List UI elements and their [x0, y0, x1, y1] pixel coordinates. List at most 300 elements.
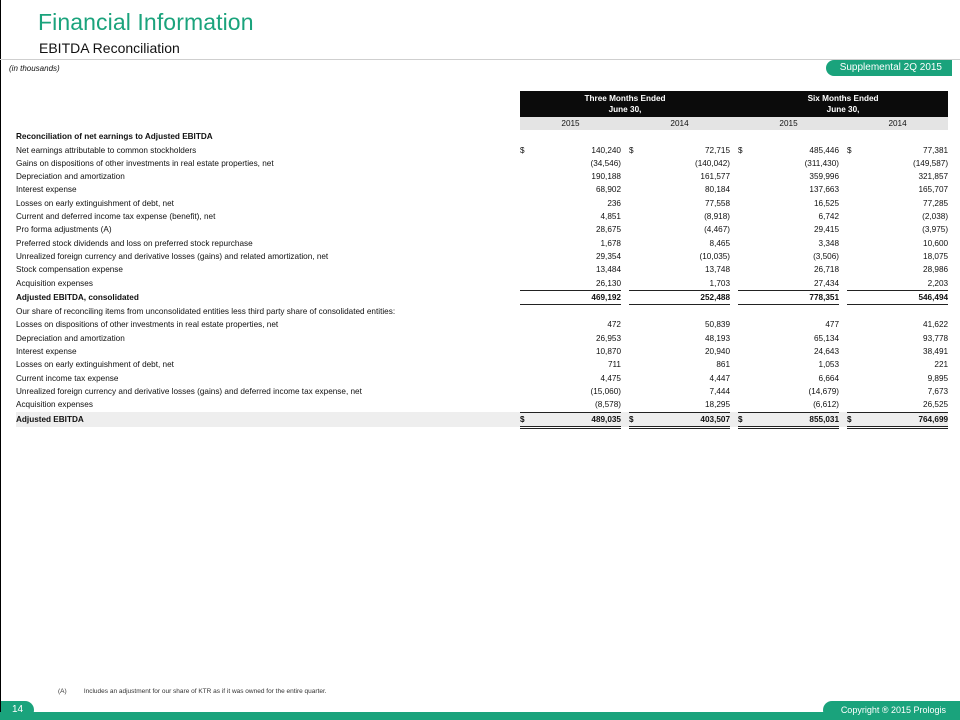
- row-label: Adjusted EBITDA, consolidated: [16, 292, 139, 302]
- row-label: Current income tax expense: [16, 373, 119, 383]
- spacer-cell: [621, 398, 629, 412]
- value-cell: (8,578): [530, 398, 621, 412]
- page-number: 14: [1, 701, 34, 719]
- value-cell: 77,285: [923, 198, 949, 208]
- dollar-sign: [738, 157, 748, 170]
- table-row: [16, 144, 948, 157]
- spacer-cell: [512, 223, 520, 236]
- spacer-cell: [621, 263, 629, 276]
- dollar-sign: [629, 263, 639, 276]
- value-cell: 321,857: [918, 172, 949, 182]
- spacer-cell: [730, 250, 738, 263]
- spacer-cell: [512, 290, 520, 304]
- row-label: Unrealized foreign currency and derivative losses (gains) and deferred income tax expense, net: [16, 386, 362, 396]
- value-cell: (311,430): [804, 158, 840, 168]
- dollar-sign: [738, 197, 748, 210]
- spacer-cell: [512, 277, 520, 291]
- spacer-cell: [839, 237, 847, 250]
- spacer-cell: [839, 263, 847, 276]
- dollar-sign: [738, 385, 748, 398]
- dollar-sign: [847, 223, 857, 236]
- dollar-sign: [738, 332, 748, 345]
- dollar-sign: [738, 223, 748, 236]
- value-cell: 10,870: [595, 347, 621, 357]
- spacer-cell: [730, 183, 738, 196]
- value-cell: 28,675: [595, 225, 621, 235]
- dollar-sign: [520, 398, 530, 412]
- value-cell: 72,715: [704, 145, 731, 155]
- row-label: Losses on early extinguishment of debt, net: [16, 198, 174, 208]
- dollar-sign: [520, 372, 530, 385]
- value-cell: 4,475: [600, 373, 621, 383]
- dollar-sign: [847, 290, 857, 304]
- spacer-cell: [839, 398, 847, 412]
- table-row: [16, 183, 948, 196]
- dollar-sign: [629, 157, 639, 170]
- value-cell: (3,975): [922, 225, 949, 235]
- dollar-sign: [738, 277, 748, 291]
- spacer-cell: [839, 197, 847, 210]
- value-cell: 29,415: [813, 225, 840, 235]
- value-cell: 489,035: [530, 412, 621, 427]
- dollar-sign: [847, 358, 857, 371]
- spacer-cell: [839, 170, 847, 183]
- spacer-cell: [512, 358, 520, 371]
- value-cell: 359,996: [809, 172, 840, 182]
- three-months-header-line2: June 30,: [608, 105, 642, 114]
- value-cell: 24,643: [813, 347, 840, 357]
- dollar-sign: [847, 345, 857, 358]
- value-cell: 28,986: [923, 265, 949, 275]
- spacer-cell: [730, 398, 738, 412]
- dollar-sign: [629, 332, 639, 345]
- dollar-sign: [847, 183, 857, 196]
- value-cell: (10,035): [699, 251, 731, 261]
- value-cell: 137,663: [809, 185, 840, 195]
- value-cell: 4,851: [600, 212, 621, 222]
- dollar-sign: [847, 250, 857, 263]
- dollar-sign: $: [738, 412, 748, 427]
- row-label: Losses on early extinguishment of debt, net: [16, 360, 174, 370]
- spacer-cell: [839, 372, 847, 385]
- value-cell: 4,447: [709, 373, 731, 383]
- dollar-sign: [629, 277, 639, 291]
- footer-bar: [0, 712, 960, 720]
- value-cell: 50,839: [704, 320, 731, 330]
- dollar-sign: [738, 345, 748, 358]
- dollar-sign: [520, 183, 530, 196]
- value-cell: 546,494: [857, 290, 948, 304]
- value-cell: 855,031: [748, 412, 839, 427]
- spacer-cell: [621, 157, 629, 170]
- table-row: [16, 332, 948, 345]
- spacer-cell: [730, 170, 738, 183]
- spacer-cell: [839, 277, 847, 291]
- final-total-row: [16, 412, 948, 427]
- dollar-sign: $: [520, 145, 525, 155]
- spacer-cell: [730, 318, 738, 331]
- value-cell: 77,381: [923, 145, 949, 155]
- dollar-sign: [629, 210, 639, 223]
- year-header: 2015: [738, 117, 839, 130]
- dollar-sign: [520, 263, 530, 276]
- table-row: [16, 358, 948, 371]
- row-label: Our share of reconciling items from unconsolidated entities less third party share of consolidated entities:: [16, 307, 396, 317]
- spacer-cell: [730, 345, 738, 358]
- value-cell: 27,434: [748, 277, 839, 291]
- dollar-sign: [847, 372, 857, 385]
- six-months-header-line1: Six Months Ended: [807, 94, 879, 103]
- dollar-sign: [847, 210, 857, 223]
- spacer-cell: [730, 332, 738, 345]
- row-label: Depreciation and amortization: [16, 333, 125, 343]
- value-cell: 68,902: [595, 185, 621, 195]
- spacer-cell: [839, 157, 847, 170]
- value-cell: 16,525: [813, 198, 840, 208]
- dollar-sign: $: [629, 145, 634, 155]
- value-cell: 1,678: [600, 238, 621, 248]
- spacer-cell: [730, 412, 738, 427]
- dollar-sign: [847, 157, 857, 170]
- dollar-sign: $: [847, 412, 857, 427]
- spacer-cell: [621, 412, 629, 427]
- spacer-cell: [512, 144, 520, 157]
- dollar-sign: [629, 250, 639, 263]
- value-cell: (140,042): [694, 158, 731, 168]
- spacer-cell: [512, 372, 520, 385]
- value-cell: 1,703: [639, 277, 730, 291]
- row-label: Preferred stock dividends and loss on preferred stock repurchase: [16, 238, 253, 248]
- value-cell: 48,193: [704, 333, 731, 343]
- dollar-sign: [629, 290, 639, 304]
- value-cell: 20,940: [704, 347, 731, 357]
- value-cell: 29,354: [595, 251, 621, 261]
- value-cell: 10,600: [923, 238, 949, 248]
- spacer-cell: [621, 372, 629, 385]
- spacer-cell: [621, 223, 629, 236]
- dollar-sign: [738, 358, 748, 371]
- row-label: Interest expense: [16, 347, 77, 357]
- spacer-cell: [839, 183, 847, 196]
- footnote: [58, 688, 327, 695]
- dollar-sign: $: [847, 145, 852, 155]
- dollar-sign: [847, 197, 857, 210]
- value-cell: 236: [607, 198, 621, 208]
- footnote-tag: (A): [58, 688, 67, 695]
- spacer-cell: [512, 332, 520, 345]
- spacer-cell: [512, 170, 520, 183]
- spacer-cell: [621, 144, 629, 157]
- three-months-header-line1: Three Months Ended: [584, 94, 666, 103]
- value-cell: (4,467): [704, 225, 731, 235]
- six-months-header-line2: June 30,: [826, 105, 860, 114]
- year-header-row: [16, 117, 948, 130]
- value-cell: 65,134: [813, 333, 840, 343]
- header-divider: [0, 59, 960, 60]
- value-cell: 1,053: [818, 360, 840, 370]
- dollar-sign: [738, 250, 748, 263]
- spacer-cell: [512, 398, 520, 412]
- dollar-sign: [520, 277, 530, 291]
- dollar-sign: [520, 157, 530, 170]
- value-cell: 2,203: [857, 277, 948, 291]
- spacer-cell: [839, 144, 847, 157]
- spacer-cell: [621, 183, 629, 196]
- spacer-cell: [730, 223, 738, 236]
- table-row: [16, 385, 948, 398]
- table-row: [16, 318, 948, 331]
- dollar-sign: [629, 223, 639, 236]
- dollar-sign: [847, 385, 857, 398]
- dollar-sign: [738, 318, 748, 331]
- value-cell: 77,558: [704, 198, 731, 208]
- dollar-sign: [520, 332, 530, 345]
- value-cell: 764,699: [857, 412, 948, 427]
- spacer-cell: [839, 332, 847, 345]
- value-cell: 80,184: [704, 185, 731, 195]
- value-cell: 6,742: [818, 212, 840, 222]
- dollar-sign: [629, 318, 639, 331]
- row-label: Current and deferred income tax expense (benefit), net: [16, 212, 216, 222]
- spacer-cell: [512, 237, 520, 250]
- row-label: Acquisition expenses: [16, 400, 93, 410]
- row-label: Depreciation and amortization: [16, 172, 125, 182]
- dollar-sign: [847, 332, 857, 345]
- row-label: Losses on dispositions of other investments in real estate properties, net: [16, 320, 279, 330]
- dollar-sign: [629, 237, 639, 250]
- year-header: 2015: [520, 117, 621, 130]
- dollar-sign: [738, 170, 748, 183]
- value-cell: 403,507: [639, 412, 730, 427]
- period-header-row: [16, 91, 948, 117]
- dollar-sign: [520, 250, 530, 263]
- value-cell: 13,748: [704, 265, 731, 275]
- dollar-sign: [520, 237, 530, 250]
- spacer-cell: [730, 210, 738, 223]
- dollar-sign: [629, 372, 639, 385]
- copyright-notice: Copyright ® 2015 Prologis: [823, 701, 960, 719]
- value-cell: (149,587): [913, 158, 949, 168]
- row-label: Acquisition expenses: [16, 278, 93, 288]
- row-label: Interest expense: [16, 185, 77, 195]
- footnote-text: Includes an adjustment for our share of KTR as if it was owned for the entire quarter.: [83, 688, 327, 695]
- left-border: [0, 0, 1, 720]
- value-cell: (14,679): [808, 386, 840, 396]
- value-cell: 778,351: [748, 290, 839, 304]
- dollar-sign: [629, 398, 639, 412]
- spacer-cell: [730, 197, 738, 210]
- value-cell: 485,446: [809, 145, 840, 155]
- value-cell: 221: [934, 360, 949, 370]
- value-cell: 41,622: [923, 320, 949, 330]
- value-cell: 18,075: [923, 251, 949, 261]
- table-row: [16, 398, 948, 412]
- value-cell: 165,707: [918, 185, 949, 195]
- six-months-header: [738, 91, 948, 117]
- dollar-sign: $: [520, 412, 530, 427]
- spacer-cell: [730, 157, 738, 170]
- value-cell: 6,664: [818, 373, 840, 383]
- value-cell: 38,491: [923, 347, 949, 357]
- spacer-cell: [730, 237, 738, 250]
- spacer-cell: [621, 345, 629, 358]
- dollar-sign: [847, 398, 857, 412]
- value-cell: 711: [607, 360, 621, 370]
- ebitda-reconciliation-table: [16, 91, 948, 429]
- dollar-sign: [847, 237, 857, 250]
- table-row: [16, 250, 948, 263]
- spacer-cell: [621, 318, 629, 331]
- dollar-sign: [847, 263, 857, 276]
- dollar-sign: [629, 345, 639, 358]
- year-header: 2014: [629, 117, 730, 130]
- spacer-cell: [839, 318, 847, 331]
- dollar-sign: [738, 372, 748, 385]
- dollar-sign: $: [629, 412, 639, 427]
- table-row: [16, 237, 948, 250]
- row-label: Stock compensation expense: [16, 265, 123, 275]
- table-row: [16, 223, 948, 236]
- table-row: [16, 305, 948, 319]
- value-cell: 190,188: [591, 172, 621, 182]
- spacer-cell: [621, 210, 629, 223]
- spacer-cell: [730, 144, 738, 157]
- spacer-cell: [839, 385, 847, 398]
- value-cell: 477: [825, 320, 840, 330]
- spacer-cell: [512, 250, 520, 263]
- table-body: [16, 91, 948, 427]
- subtotal-row: [16, 290, 948, 304]
- dollar-sign: [520, 290, 530, 304]
- dollar-sign: [520, 318, 530, 331]
- page-subtitle: EBITDA Reconciliation: [39, 40, 180, 56]
- value-cell: 252,488: [639, 290, 730, 304]
- spacer-cell: [621, 277, 629, 291]
- value-cell: (15,060): [590, 386, 621, 396]
- spacer-cell: [839, 210, 847, 223]
- table-row: [16, 197, 948, 210]
- dollar-sign: [738, 263, 748, 276]
- value-cell: (8,918): [704, 212, 731, 222]
- dollar-sign: [629, 385, 639, 398]
- spacer-cell: [730, 385, 738, 398]
- dollar-sign: [520, 345, 530, 358]
- spacer-cell: [839, 358, 847, 371]
- table-row: [16, 277, 948, 291]
- spacer-cell: [730, 277, 738, 291]
- spacer-cell: [512, 385, 520, 398]
- value-cell: (34,546): [590, 158, 621, 168]
- dollar-sign: [520, 210, 530, 223]
- value-cell: 18,295: [639, 398, 730, 412]
- dollar-sign: $: [738, 145, 743, 155]
- spacer-cell: [512, 183, 520, 196]
- dollar-sign: [847, 277, 857, 291]
- table-row: [16, 170, 948, 183]
- table-row: [16, 210, 948, 223]
- spacer-cell: [621, 237, 629, 250]
- section-label: Reconciliation of net earnings to Adjusted EBITDA: [16, 132, 213, 142]
- spacer-cell: [512, 412, 520, 427]
- year-header: 2014: [847, 117, 948, 130]
- row-label: Pro forma adjustments (A): [16, 225, 112, 235]
- spacer-cell: [621, 385, 629, 398]
- spacer-cell: [730, 290, 738, 304]
- dollar-sign: [629, 197, 639, 210]
- value-cell: 861: [716, 360, 731, 370]
- value-cell: 8,465: [709, 238, 731, 248]
- table-row: [16, 157, 948, 170]
- row-label: Gains on dispositions of other investments in real estate properties, net: [16, 158, 274, 168]
- row-label: Adjusted EBITDA: [16, 412, 512, 427]
- table-row: [16, 372, 948, 385]
- value-cell: 7,444: [709, 386, 731, 396]
- value-cell: 7,673: [927, 386, 949, 396]
- dollar-sign: [629, 183, 639, 196]
- spacer-cell: [621, 250, 629, 263]
- spacer-cell: [839, 412, 847, 427]
- spacer-cell: [621, 170, 629, 183]
- spacer-cell: [730, 372, 738, 385]
- spacer-cell: [839, 290, 847, 304]
- spacer-cell: [839, 223, 847, 236]
- table-row: [16, 345, 948, 358]
- value-cell: (3,506): [813, 251, 840, 261]
- spacer-cell: [512, 345, 520, 358]
- spacer-cell: [839, 250, 847, 263]
- dollar-sign: [520, 385, 530, 398]
- table-row: [16, 263, 948, 276]
- spacer-cell: [621, 332, 629, 345]
- dollar-sign: [847, 318, 857, 331]
- value-cell: 161,577: [700, 172, 731, 182]
- value-cell: 26,718: [813, 265, 840, 275]
- value-cell: 3,348: [818, 238, 840, 248]
- three-months-header: [520, 91, 730, 117]
- value-cell: 26,130: [530, 277, 621, 291]
- units-note: (in thousands): [9, 64, 60, 73]
- value-cell: 26,525: [857, 398, 948, 412]
- spacer-cell: [839, 345, 847, 358]
- spacer-cell: [621, 290, 629, 304]
- spacer-cell: [512, 318, 520, 331]
- spacer-cell: [512, 157, 520, 170]
- value-cell: 9,895: [927, 373, 949, 383]
- spacer-cell: [621, 358, 629, 371]
- row-label: Unrealized foreign currency and derivative losses (gains) and related amortization, net: [16, 251, 329, 261]
- value-cell: 472: [607, 320, 621, 330]
- dollar-sign: [738, 183, 748, 196]
- dollar-sign: [520, 223, 530, 236]
- value-cell: 140,240: [591, 145, 621, 155]
- supplemental-badge: Supplemental 2Q 2015: [826, 60, 952, 76]
- dollar-sign: [629, 170, 639, 183]
- spacer-cell: [512, 197, 520, 210]
- spacer-cell: [730, 263, 738, 276]
- dollar-sign: [847, 170, 857, 183]
- dollar-sign: [520, 170, 530, 183]
- value-cell: 26,953: [595, 333, 621, 343]
- spacer-cell: [730, 358, 738, 371]
- row-label: Net earnings attributable to common stockholders: [16, 145, 197, 155]
- spacer-cell: [621, 197, 629, 210]
- dollar-sign: [738, 237, 748, 250]
- spacer-cell: [512, 210, 520, 223]
- spacer-cell: [512, 263, 520, 276]
- section-header-row: [16, 130, 948, 143]
- dollar-sign: [738, 290, 748, 304]
- dollar-sign: [520, 197, 530, 210]
